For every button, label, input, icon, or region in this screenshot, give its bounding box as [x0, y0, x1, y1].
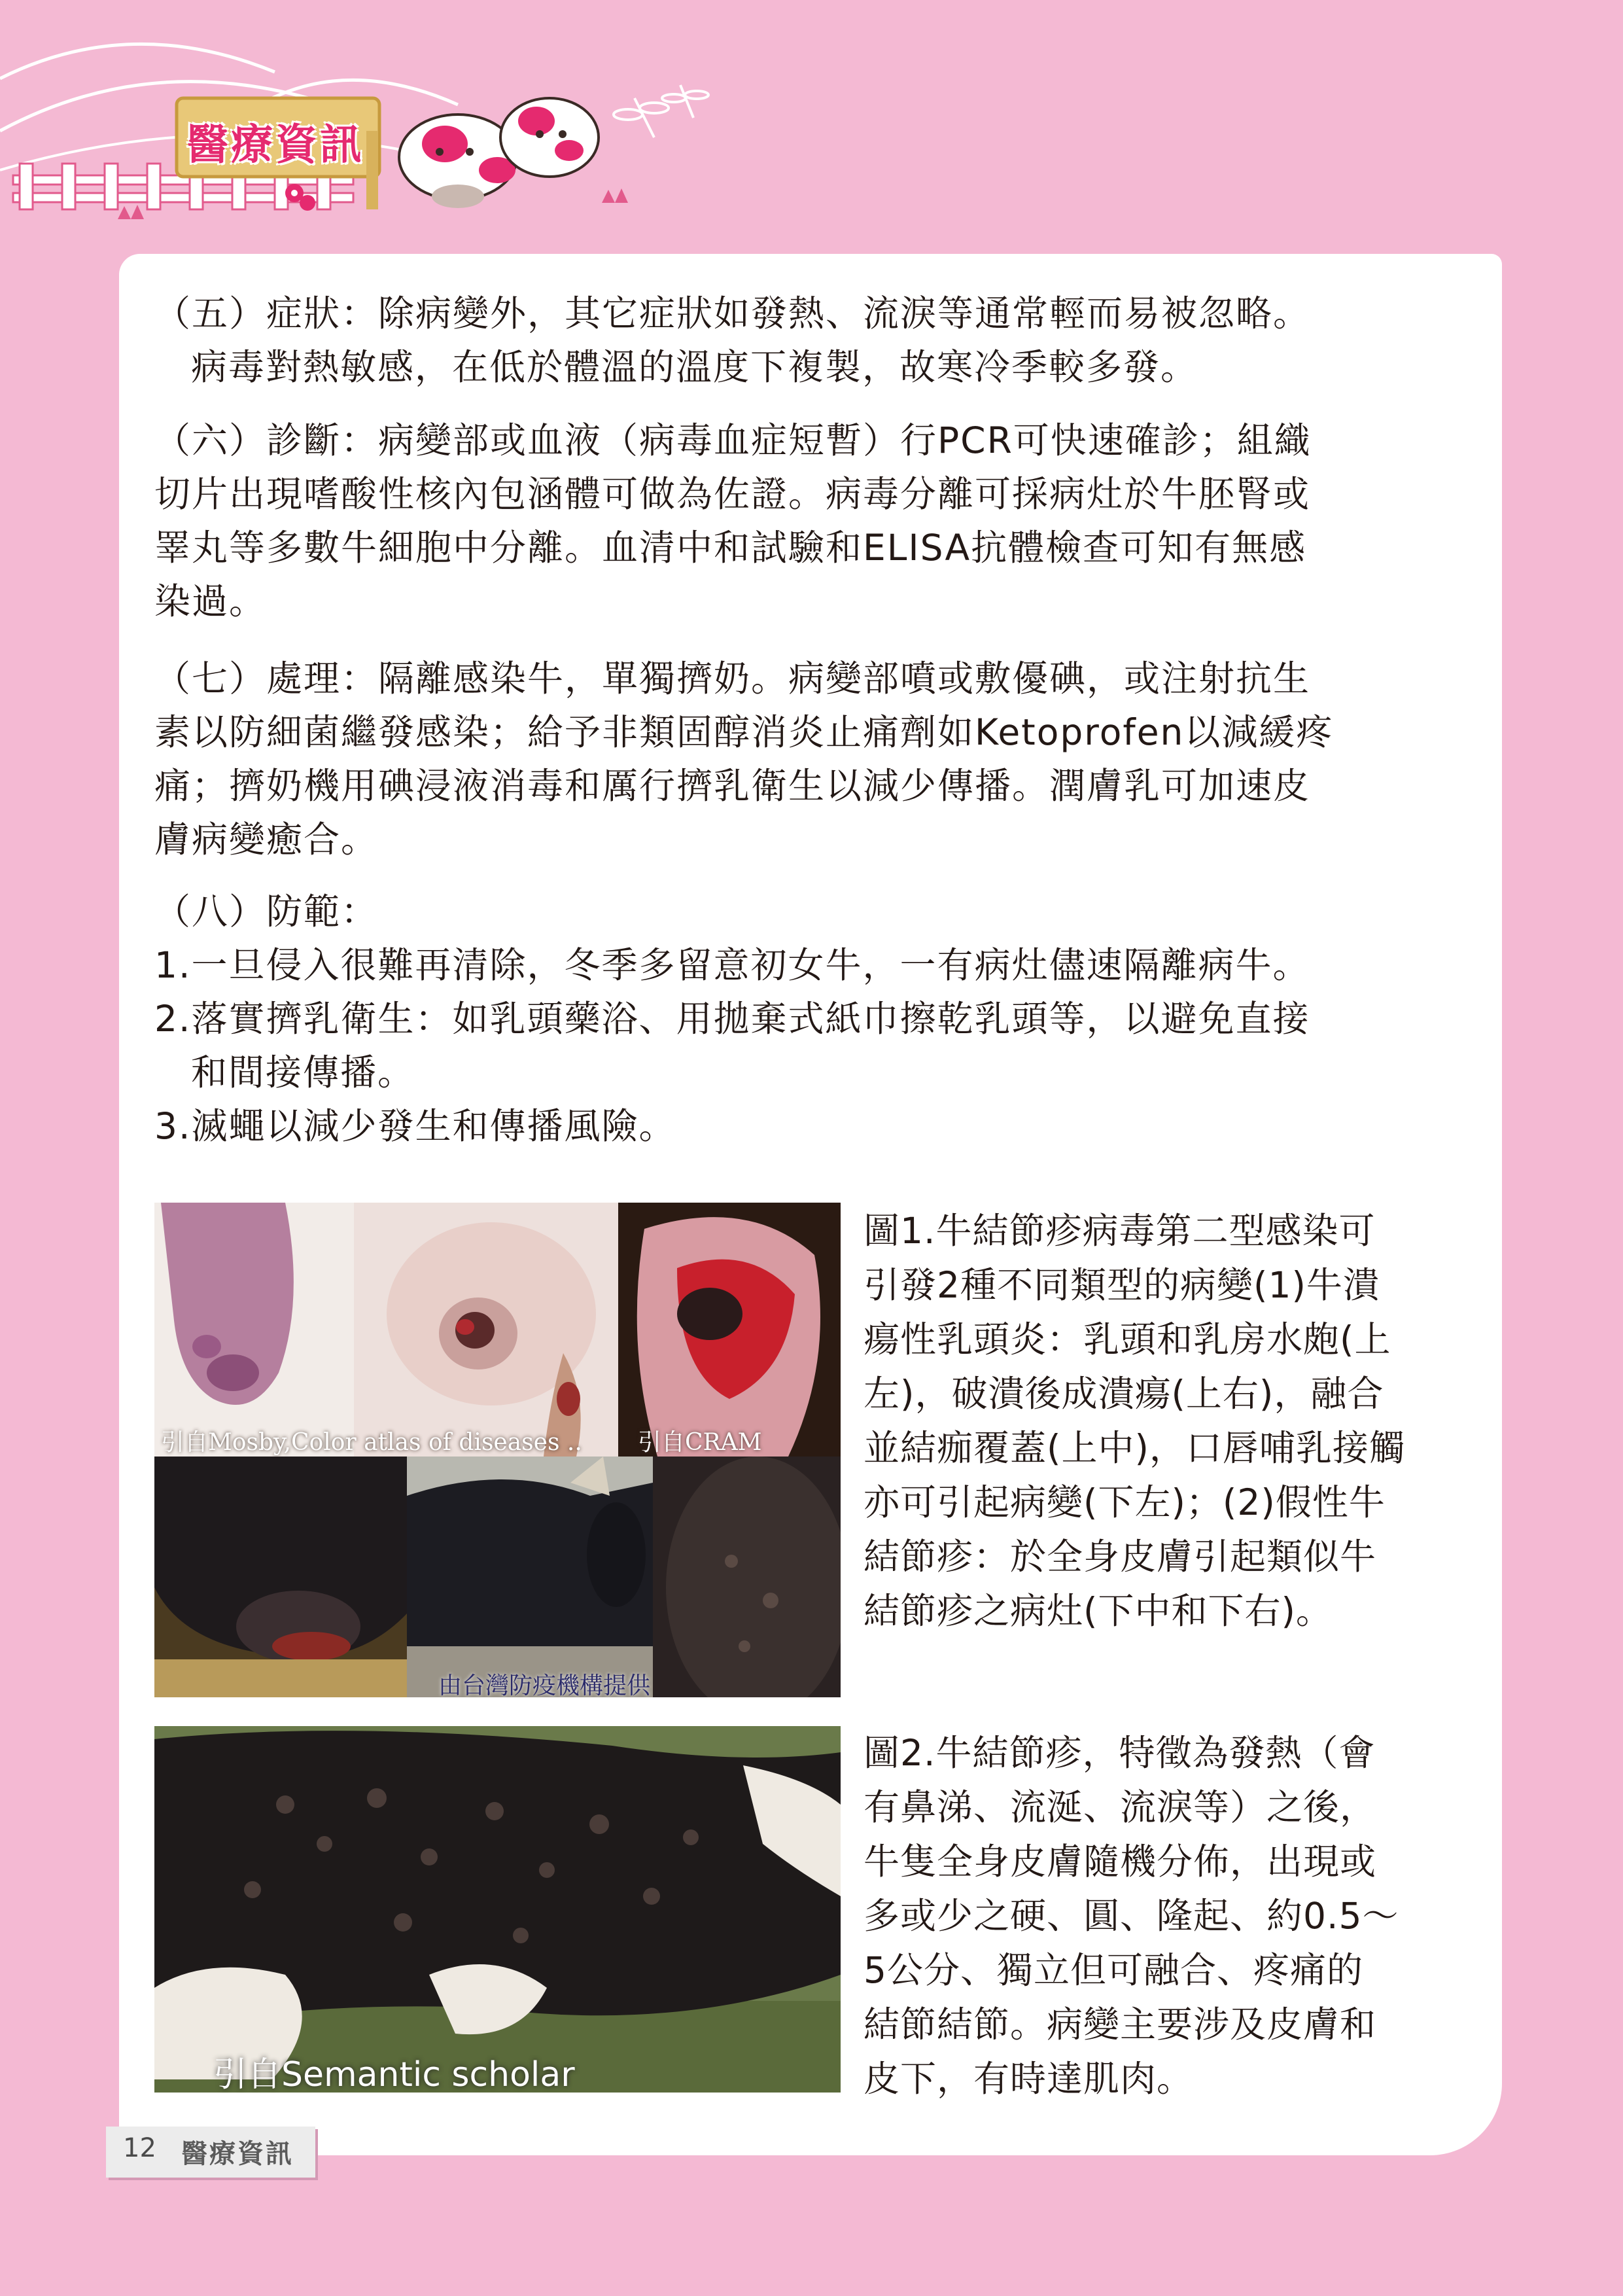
page-number: 12	[123, 2133, 156, 2163]
figure1-credit-mosby: 引自Mosby,Color atlas of diseases ..	[161, 1429, 582, 1456]
caption-line: 多或少之硬、圓、隆起、約0.5～	[864, 1895, 1399, 1937]
caption-line: 引發2種不同類型的病變(1)牛潰	[864, 1264, 1380, 1306]
caption-line: 5公分、獨立但可融合、疼痛的	[864, 1949, 1363, 1991]
figure1-photo-muzzle	[154, 1457, 407, 1697]
caption-line: 皮下，有時達肌肉。	[864, 2058, 1194, 2100]
figure1-caption	[864, 1204, 1478, 1638]
text-line: 切片出現嗜酸性核內包涵體可做為佐證。病毒分離可採病灶於牛胚腎或	[154, 473, 1311, 515]
caption-line: 有鼻涕、流涎、流淚等）之後，	[864, 1786, 1377, 1828]
text-line: 染過。	[154, 580, 267, 622]
caption-line: 圖2.牛結節疹，特徵為發熱（會	[864, 1732, 1376, 1774]
caption-line: 亦可引起病變(下左)；(2)假性牛	[864, 1481, 1386, 1523]
caption-line: 左)，破潰後成潰瘍(上右)，融合	[864, 1373, 1384, 1415]
section-treatment	[154, 652, 1469, 866]
caption-line: 結節疹：於全身皮膚引起類似牛	[864, 1536, 1377, 1578]
figure1-credit-cram: 引自CRAM	[638, 1429, 762, 1456]
figure1-credit-taiwan: 由台灣防疫機構提供	[438, 1672, 651, 1699]
section-symptoms	[154, 287, 1469, 394]
header-banner	[0, 0, 785, 236]
caption-line: 瘍性乳頭炎：乳頭和乳房水皰(上	[864, 1318, 1391, 1360]
figure2-credit: 引自Semantic scholar	[213, 2055, 575, 2094]
text-line: （七）處理：隔離感染牛，單獨擠奶。病變部噴或敷優碘，或注射抗生	[154, 658, 1311, 699]
section-prevention	[154, 885, 1469, 1153]
figure1-photo-skin-nodules	[653, 1457, 841, 1697]
figure2-photo-cow-lumpy-skin	[154, 1726, 841, 2093]
footer-section-label: 醫療資訊	[181, 2139, 294, 2169]
section-heading: （八）防範：	[154, 891, 379, 932]
figure1-photo-ulcerated-teat	[618, 1203, 841, 1457]
figure2-caption	[864, 1726, 1478, 2106]
caption-line: 結節結節。病變主要涉及皮膚和	[864, 2004, 1377, 2045]
caption-line: 牛隻全身皮膚隨機分佈，出現或	[864, 1841, 1377, 1882]
text-line: 睪丸等多數牛細胞中分離。血清中和試驗和ELISA抗體檢查可知有無感	[154, 527, 1307, 569]
list-item: 2.落實擠乳衛生：如乳頭藥浴、用拋棄式紙巾擦乾乳頭等，以避免直接	[154, 998, 1310, 1040]
section-diagnosis	[154, 414, 1469, 628]
list-item: 和間接傳播。	[191, 1051, 415, 1093]
text-line: （六）診斷：病變部或血液（病毒血症短暫）行PCR可快速確診；組織	[154, 419, 1312, 461]
cow-icon	[500, 98, 599, 177]
list-item: 1.一旦侵入很難再清除，冬季多留意初女牛，一有病灶儘速隔離病牛。	[154, 944, 1310, 986]
text-line: 膚病變癒合。	[154, 819, 379, 860]
caption-line: 圖1.牛結節疹病毒第二型感染可	[864, 1210, 1376, 1252]
figure1-photo-udder-scab	[354, 1203, 618, 1457]
figure1-photo-teat-vesicles	[154, 1203, 354, 1457]
text-line: 素以防細菌繼發感染；給予非類固醇消炎止痛劑如Ketoprofen以減緩疼	[154, 711, 1334, 753]
caption-line: 結節疹之病灶(下中和下右)。	[864, 1590, 1333, 1632]
list-item: 3.滅蠅以減少發生和傳播風險。	[154, 1105, 676, 1147]
text-line: （五）症狀：除病變外，其它症狀如發熱、流淚等通常輕而易被忽略。	[154, 292, 1311, 334]
cow-icon	[399, 115, 517, 208]
text-line: 病毒對熱敏感，在低於體溫的溫度下複製，故寒冷季較多發。	[191, 346, 1198, 388]
page-footer	[106, 2127, 315, 2178]
figure1-photo-black-cow	[407, 1457, 653, 1697]
dragonfly-icon	[614, 85, 708, 137]
section-title: 醫療資訊	[186, 121, 364, 169]
caption-line: 並結痂覆蓋(上中)，口唇哺乳接觸	[864, 1427, 1406, 1469]
text-line: 痛；擠奶機用碘浸液消毒和厲行擠乳衛生以減少傳播。潤膚乳可加速皮	[154, 765, 1311, 807]
farm-illustration	[0, 0, 785, 236]
